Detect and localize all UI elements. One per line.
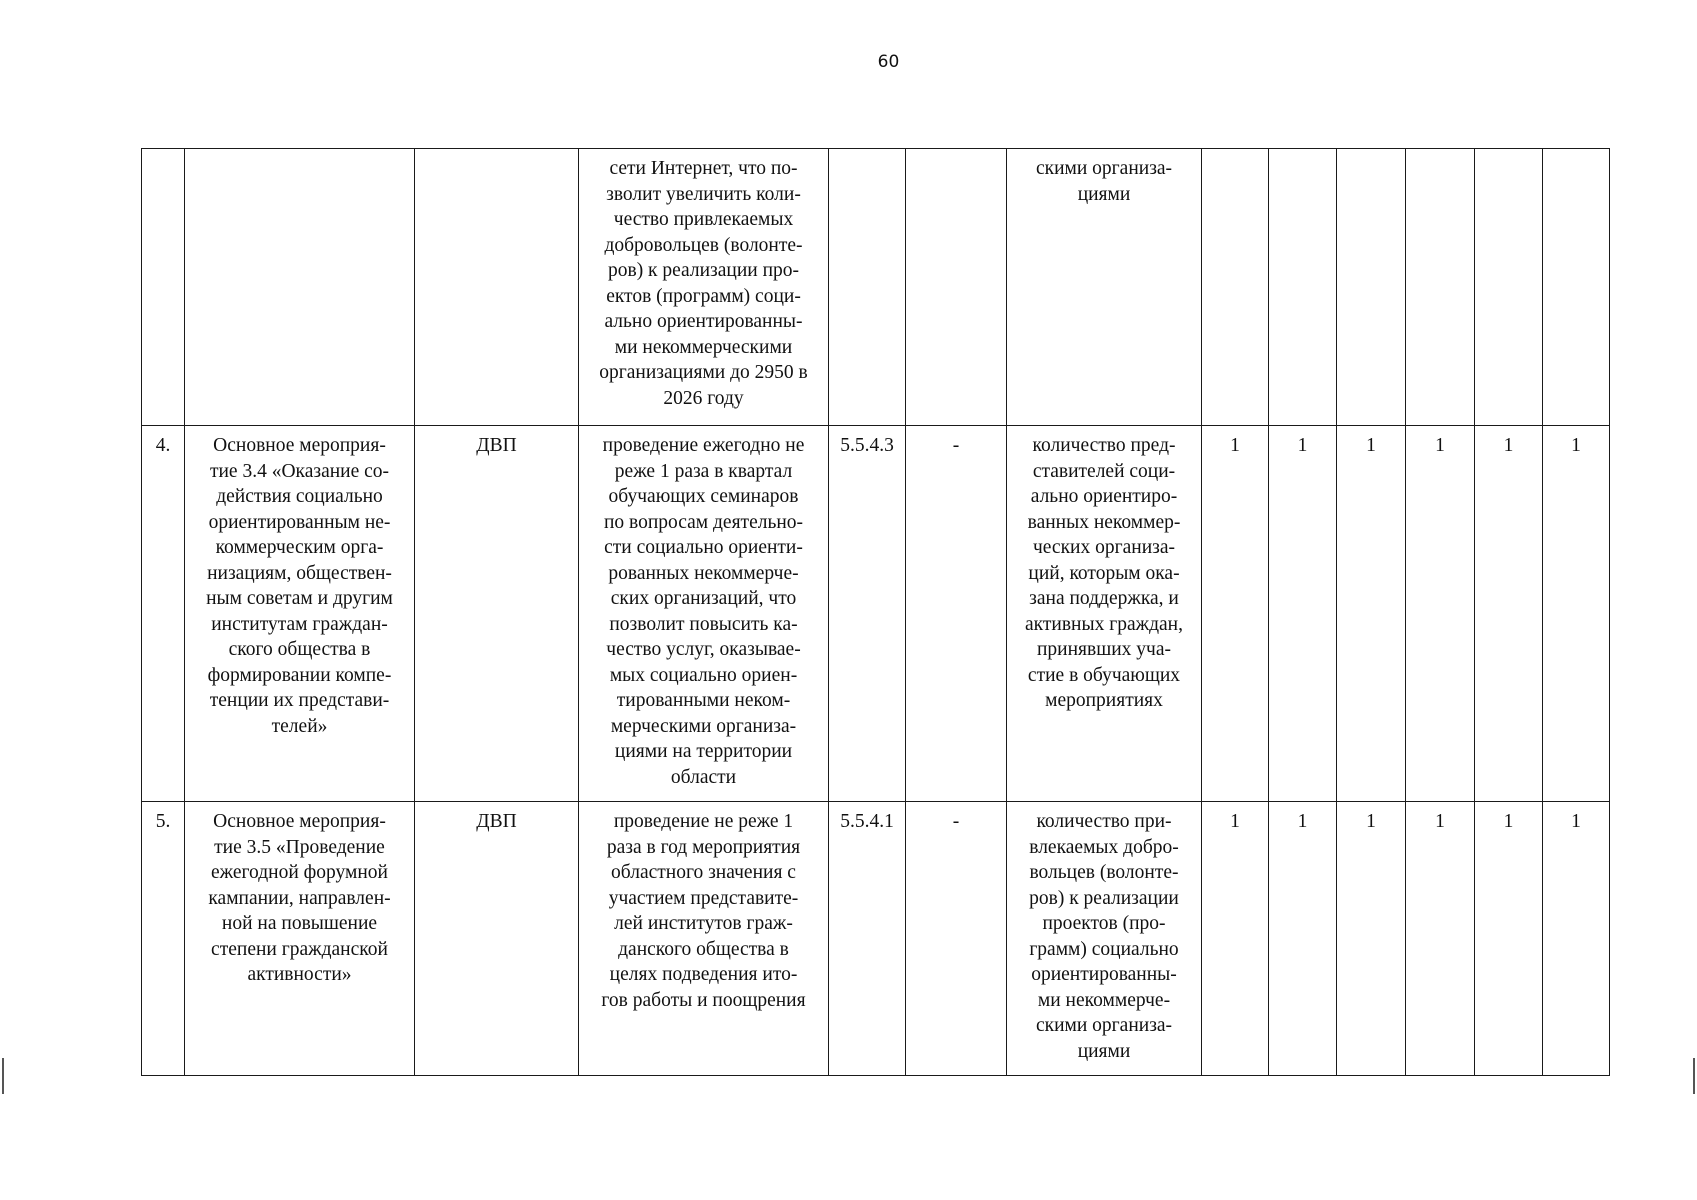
value-cell xyxy=(1202,149,1269,426)
code-cell xyxy=(829,149,906,426)
table-row xyxy=(142,426,1610,802)
value-cell: 1 xyxy=(1406,426,1475,802)
table-row xyxy=(142,802,1610,1076)
indicator-cell: количество при- влекаемых добро- вольцев (волонте- ров) к реализации проектов (про- грамм) социально ориентированны- ми некоммерче- скими организа- циями xyxy=(1007,802,1202,1076)
dash-cell: - xyxy=(906,802,1007,1076)
result-cell: проведение ежегодно не реже 1 раза в квартал обучающих семинаров по вопросам деятельно- сти социально ориенти- рованных некоммерче- ских организаций, что позволит повысить ка- чество услуг, оказывае- мых социально ориен- тированными неком- мерческими организа- циями на территории области xyxy=(579,426,829,802)
scan-edge-mark-right xyxy=(1693,1058,1695,1094)
row-number: 5. xyxy=(142,802,185,1076)
plan-table xyxy=(141,148,1610,1076)
value-cell xyxy=(1337,149,1406,426)
value-cell xyxy=(1475,149,1543,426)
value-cell xyxy=(1269,149,1337,426)
value-cell: 1 xyxy=(1543,426,1610,802)
executor-cell xyxy=(415,149,579,426)
result-cell: проведение не реже 1 раза в год мероприятия областного значения с участием представите- лей институтов граж- данского общества в целях подведения ито- гов работы и поощрения xyxy=(579,802,829,1076)
value-cell xyxy=(1543,149,1610,426)
value-cell: 1 xyxy=(1543,802,1610,1076)
row-number xyxy=(142,149,185,426)
table-row xyxy=(142,149,1610,426)
value-cell: 1 xyxy=(1202,426,1269,802)
dash-cell: - xyxy=(906,426,1007,802)
executor-cell: ДВП xyxy=(415,802,579,1076)
value-cell: 1 xyxy=(1475,426,1543,802)
code-cell: 5.5.4.1 xyxy=(829,802,906,1076)
event-cell: Основное мероприя- тие 3.4 «Оказание со- действия социально ориентированным не- коммерческим орга- низациям, обществен- ным советам и другим институтам граждан- ского общества в формировании компе- тенции их представи- телей» xyxy=(185,426,415,802)
dash-cell xyxy=(906,149,1007,426)
scan-edge-mark-left xyxy=(2,1058,4,1094)
indicator-cell: скими организа- циями xyxy=(1007,149,1202,426)
event-cell: Основное мероприя- тие 3.5 «Проведение ежегодной форумной кампании, направлен- ной на повышение степени гражданской активности» xyxy=(185,802,415,1076)
value-cell: 1 xyxy=(1406,802,1475,1076)
event-cell xyxy=(185,149,415,426)
value-cell: 1 xyxy=(1202,802,1269,1076)
page-number: 60 xyxy=(877,52,900,72)
value-cell xyxy=(1406,149,1475,426)
indicator-cell: количество пред- ставителей соци- ально ориентиро- ванных некоммер- ческих организа- ций, которым ока- зана поддержка, и активных граждан, принявших уча- стие в обучающих мероприятиях xyxy=(1007,426,1202,802)
value-cell: 1 xyxy=(1475,802,1543,1076)
executor-cell: ДВП xyxy=(415,426,579,802)
value-cell: 1 xyxy=(1337,426,1406,802)
value-cell: 1 xyxy=(1337,802,1406,1076)
row-number: 4. xyxy=(142,426,185,802)
value-cell: 1 xyxy=(1269,426,1337,802)
value-cell: 1 xyxy=(1269,802,1337,1076)
code-cell: 5.5.4.3 xyxy=(829,426,906,802)
result-cell: сети Интернет, что по- зволит увеличить коли- чество привлекаемых добровольцев (волонте- ров) к реализации про- ектов (программ) соци- ально ориентированны- ми некоммерческими организациями до 2950 в 2026 году xyxy=(579,149,829,426)
